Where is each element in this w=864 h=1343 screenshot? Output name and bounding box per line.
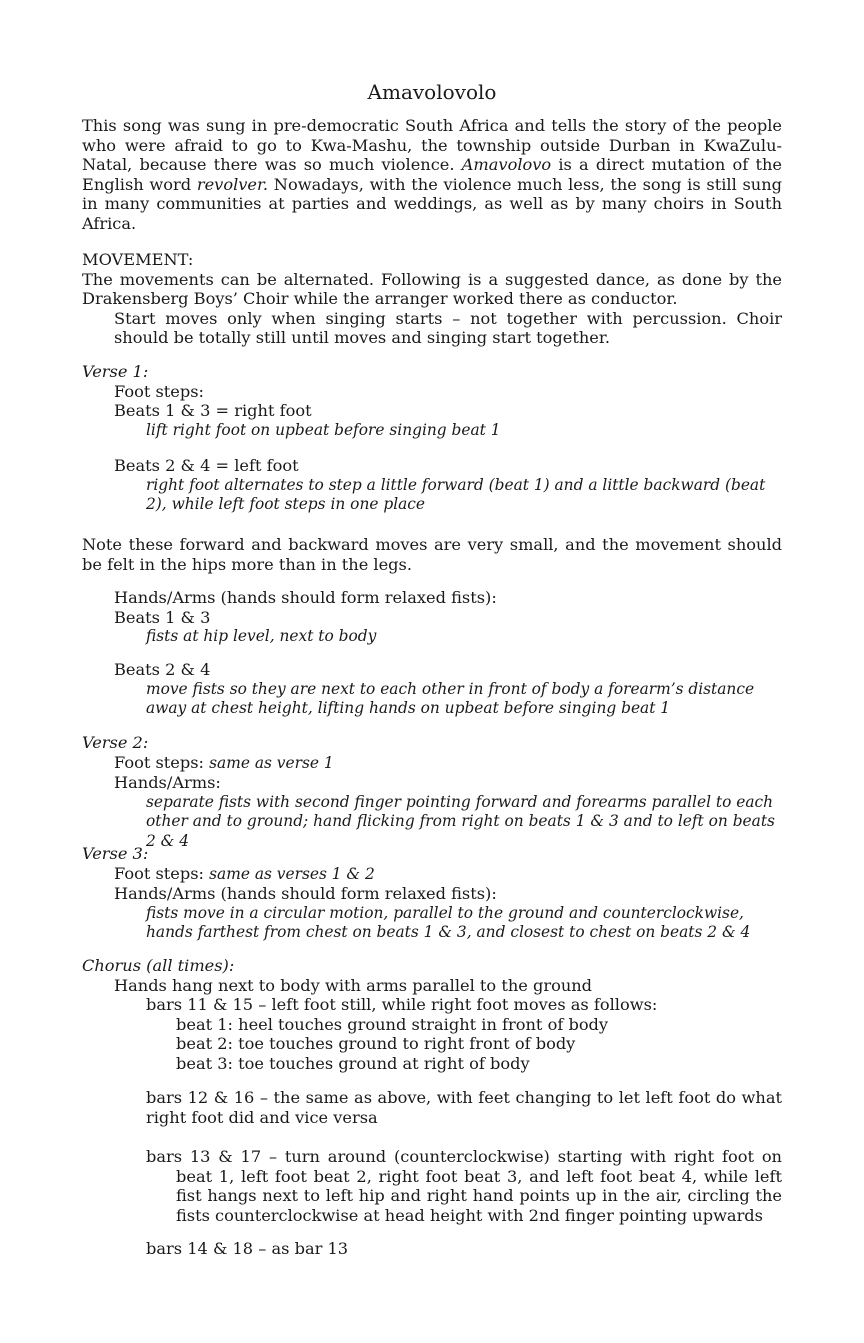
chorus-bars1216: bars 12 & 16 – the same as above, with feet changing to let left foot do what right foot did and vice versa bbox=[146, 1088, 782, 1127]
verse3-heading: Verse 3: bbox=[82, 844, 149, 863]
verse1-hbeats24-block bbox=[82, 660, 782, 719]
verse1-foot-steps: Foot steps: bbox=[114, 381, 205, 401]
chorus-bars1418: bars 14 & 18 – as bar 13 bbox=[146, 1239, 349, 1258]
chorus-bars1115: bars 11 & 15 – left foot still, while right foot moves as follows: bbox=[146, 995, 658, 1015]
chorus-section bbox=[82, 956, 782, 1074]
movement-section bbox=[82, 250, 782, 348]
verse1-beats24-block bbox=[82, 456, 782, 515]
intro-paragraph: This song was sung in pre-democratic South Africa and tells the story of the people who were afraid to go to Kwa-Mashu, the township outside Durban in KwaZulu-Natal, because there was so much violence. Amavolovo is a direct mutation of the English word revolver. Nowadays, with the violence much less, the song is still sung in many communities at parties and weddings, as well as by many choirs in South Africa. bbox=[82, 116, 782, 233]
amavolovo-term: Amavolovo bbox=[461, 155, 552, 175]
verse3-section bbox=[82, 844, 782, 943]
verse1-hbeats13: Beats 1 & 3 bbox=[114, 607, 211, 627]
movement-intro: The movements can be alternated. Following is a suggested dance, as done by the Drakensberg Boys’ Choir while the arranger worked there as conductor. bbox=[82, 269, 782, 309]
page-title: Amavolovolo bbox=[367, 80, 497, 104]
verse1-hbeats13-note: fists at hip level, next to body bbox=[146, 627, 377, 646]
verse1-section bbox=[82, 362, 782, 440]
verse3-foot-steps: Foot steps: same as verses 1 & 2 bbox=[114, 863, 375, 883]
chorus-bars1317-block bbox=[82, 1147, 782, 1225]
revolver-term: revolver. bbox=[196, 174, 269, 194]
chorus-bars1317: bars 13 & 17 – turn around (counterclockwise) starting with right foot on beat 1, left foot beat 2, right foot beat 3, and left foot beat 4, while left fist hangs next to left hip and right hand points up in the air, circling the fists counterclockwise at head height with 2nd finger pointing upwards bbox=[146, 1147, 782, 1225]
movement-heading: MOVEMENT: bbox=[82, 250, 194, 269]
chorus-beat2: beat 2: toe touches ground to right front of body bbox=[176, 1034, 576, 1054]
verse1-hands-block bbox=[82, 588, 782, 647]
chorus-bars1216-block bbox=[82, 1088, 782, 1127]
verse3-hands: Hands/Arms (hands should form relaxed fists): bbox=[114, 884, 497, 904]
chorus-beat3: beat 3: toe touches ground at right of body bbox=[176, 1053, 530, 1073]
verse3-hands-note: fists move in a circular motion, parallel to the ground and counterclockwise, hands farthest from chest on beats 1 & 3, and closest to chest on beats 2 & 4 bbox=[146, 903, 751, 942]
chorus-bars1418-block bbox=[82, 1239, 782, 1259]
verse1-note: Note these forward and backward moves are very small, and the movement should be felt in the hips more than in the legs. bbox=[82, 535, 782, 574]
verse1-hands: Hands/Arms (hands should form relaxed fists): bbox=[114, 588, 497, 607]
chorus-hands: Hands hang next to body with arms parallel to the ground bbox=[114, 975, 593, 995]
verse2-foot-steps: Foot steps: same as verse 1 bbox=[114, 752, 334, 772]
verse2-hands-note: separate fists with second finger pointing forward and forearms parallel to each other and to ground; hand flicking from right on beats 1 & 3 and to left on beats 2 & 4 bbox=[146, 792, 775, 850]
verse1-hbeats24: Beats 2 & 4 bbox=[114, 660, 211, 679]
verse1-hbeats24-note: move fists so they are next to each other in front of body a forearm’s distance away at chest height, lifting hands on upbeat before singing beat 1 bbox=[146, 679, 755, 718]
verse1-beats24-note: right foot alternates to step a little forward (beat 1) and a little backward (beat 2), while left foot steps in one place bbox=[146, 475, 766, 514]
verse1-beats13-note: lift right foot on upbeat before singing beat 1 bbox=[146, 420, 501, 439]
verse2-hands: Hands/Arms: bbox=[114, 773, 221, 793]
verse2-section bbox=[82, 733, 782, 852]
movement-instruction: Start moves only when singing starts – not together with percussion. Choir should be totally still until moves and singing start together. bbox=[114, 308, 782, 348]
verse1-heading: Verse 1: bbox=[82, 362, 149, 381]
verse1-beats13: Beats 1 & 3 = right foot bbox=[114, 401, 312, 421]
verse2-heading: Verse 2: bbox=[82, 733, 149, 752]
chorus-beat1: beat 1: heel touches ground straight in front of body bbox=[176, 1014, 609, 1034]
verse1-note-block bbox=[82, 535, 782, 574]
chorus-heading: Chorus (all times): bbox=[82, 956, 235, 975]
verse1-beats24: Beats 2 & 4 = left foot bbox=[114, 456, 299, 475]
